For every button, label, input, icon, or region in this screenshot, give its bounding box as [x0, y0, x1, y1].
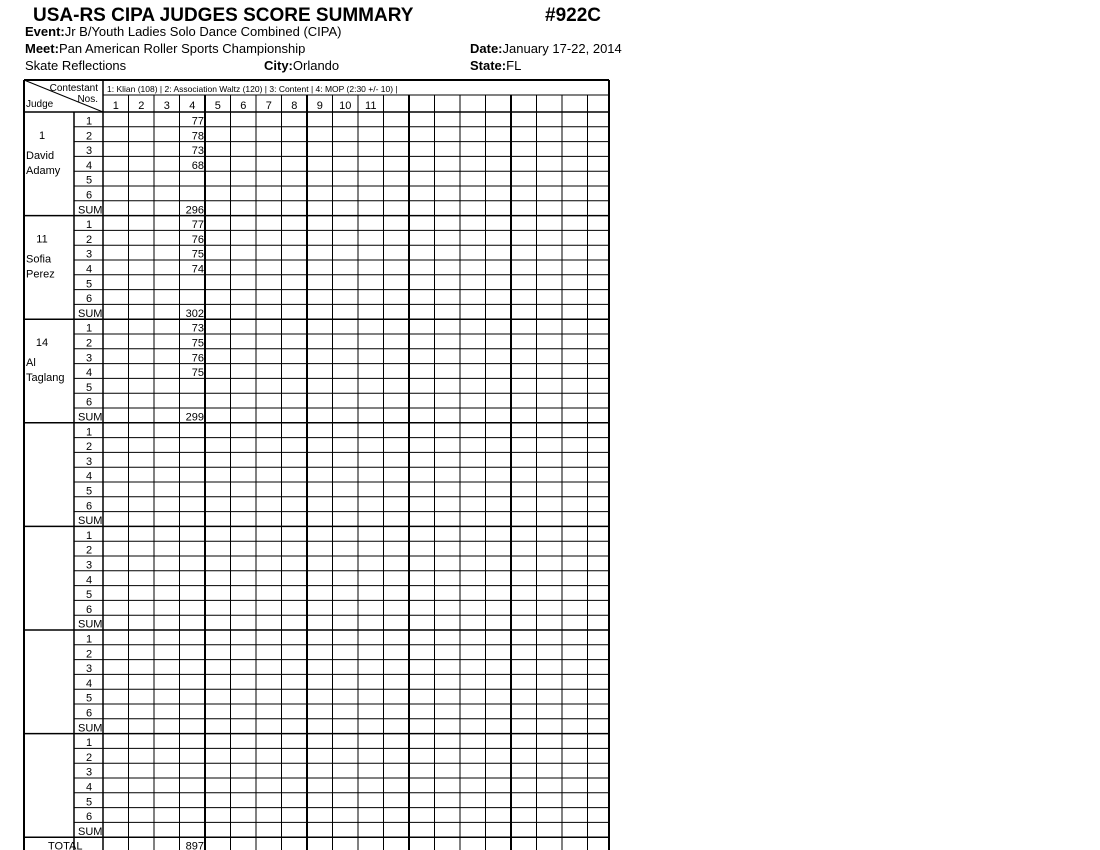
contestant-number-2: 2: [138, 100, 145, 112]
row-label-4: 4: [85, 781, 93, 794]
row-label-4: 4: [85, 574, 93, 587]
corner-contestant-label: Contestant: [49, 83, 98, 94]
score-cell: 75: [191, 337, 204, 350]
contestant-number-3: 3: [163, 100, 170, 112]
judge-last-name: Taglang: [26, 372, 65, 385]
row-label-4: 4: [85, 159, 93, 172]
sum-label: SUM: [78, 204, 103, 217]
event-label: Event:: [25, 24, 65, 39]
row-label-3: 3: [85, 766, 93, 779]
judge-number: 11: [36, 233, 48, 246]
row-label-6: 6: [85, 396, 93, 409]
row-label-6: 6: [85, 707, 93, 720]
sum-label: SUM: [78, 411, 103, 424]
sum-cell: 299: [185, 411, 204, 424]
row-label-1: 1: [85, 219, 93, 232]
event-value: Jr B/Youth Ladies Solo Dance Combined (CIPA): [64, 24, 342, 39]
row-label-4: 4: [85, 677, 93, 690]
judge-last-name: Perez: [26, 268, 55, 281]
sum-cell: 302: [185, 307, 204, 320]
row-label-2: 2: [85, 337, 93, 350]
contestant-number-10: 10: [339, 100, 352, 112]
contestant-number-8: 8: [291, 100, 298, 112]
sum-label: SUM: [78, 825, 103, 838]
city-label: City:: [264, 58, 293, 73]
date-value: January 17-22, 2014: [502, 41, 622, 56]
row-label-6: 6: [85, 189, 93, 202]
sum-label: SUM: [78, 618, 103, 631]
event-legend: 1: Klian (108) | 2: Association Waltz (120) | 3: Content | 4: MOP (2:30 +/- 10) |: [107, 84, 398, 94]
meet-label: Meet:: [25, 41, 59, 56]
score-cell: 73: [191, 145, 204, 158]
row-label-4: 4: [85, 367, 93, 380]
sum-cell: 296: [185, 204, 204, 217]
row-label-2: 2: [85, 648, 93, 661]
club-name: Skate Reflections: [25, 58, 127, 73]
contestant-number-11: 11: [365, 100, 377, 112]
judge-first-name: David: [26, 150, 55, 162]
row-label-5: 5: [85, 278, 93, 291]
row-label-2: 2: [85, 233, 93, 246]
meet-value: Pan American Roller Sports Championship: [58, 41, 306, 56]
row-label-4: 4: [85, 470, 93, 483]
judge-first-name: Sofia: [26, 253, 52, 266]
contestant-number-4: 4: [189, 100, 196, 112]
judge-number: 1: [38, 130, 46, 142]
total-label: TOTAL: [48, 840, 83, 850]
row-label-1: 1: [85, 737, 93, 750]
row-label-3: 3: [85, 145, 93, 158]
state-value: FL: [506, 58, 522, 73]
form-title: USA-RS CIPA JUDGES SCORE SUMMARY: [33, 5, 414, 26]
score-cell: 74: [191, 263, 204, 276]
score-cell: 73: [191, 322, 204, 335]
row-label-6: 6: [85, 811, 93, 824]
score-cell: 75: [191, 367, 204, 380]
row-label-2: 2: [85, 130, 93, 143]
row-label-1: 1: [85, 633, 93, 646]
score-cell: 76: [191, 352, 204, 365]
sum-label: SUM: [78, 307, 103, 320]
corner-nos-label: Nos.: [77, 94, 98, 105]
contestant-number-6: 6: [240, 100, 247, 112]
judge-number: 14: [35, 337, 49, 350]
row-label-5: 5: [85, 485, 93, 498]
row-label-2: 2: [85, 544, 93, 557]
row-label-3: 3: [85, 455, 93, 468]
score-cell: 78: [191, 130, 204, 143]
row-label-1: 1: [85, 115, 93, 128]
score-cell: 75: [191, 248, 204, 261]
row-label-3: 3: [85, 248, 93, 261]
city-value: Orlando: [292, 58, 340, 73]
score-cell: 76: [191, 233, 204, 246]
row-label-3: 3: [85, 559, 93, 572]
row-label-1: 1: [85, 322, 93, 335]
row-label-5: 5: [85, 381, 93, 394]
contestant-number-5: 5: [214, 100, 221, 112]
contestant-number-1: 1: [112, 100, 119, 112]
row-label-5: 5: [85, 589, 93, 602]
state-label: State:: [470, 58, 507, 73]
row-label-6: 6: [85, 500, 93, 513]
row-label-6: 6: [85, 603, 93, 616]
form-number: #922C: [545, 5, 601, 26]
judge-last-name: Adamy: [26, 165, 61, 177]
row-label-5: 5: [85, 796, 93, 809]
score-cell: 68: [191, 159, 204, 172]
row-label-3: 3: [85, 663, 93, 676]
corner-judge-label: Judge: [26, 99, 54, 110]
sum-label: SUM: [78, 722, 103, 735]
row-label-2: 2: [85, 751, 93, 764]
row-label-5: 5: [85, 692, 93, 705]
contestant-number-9: 9: [316, 100, 323, 112]
sum-label: SUM: [78, 515, 103, 528]
date-label: Date:: [470, 41, 503, 56]
row-label-4: 4: [85, 263, 93, 276]
row-label-1: 1: [85, 529, 93, 542]
row-label-3: 3: [85, 352, 93, 365]
row-label-6: 6: [85, 293, 93, 306]
row-label-1: 1: [85, 426, 93, 439]
judge-first-name: Al: [26, 357, 36, 370]
row-label-2: 2: [85, 441, 93, 454]
total-value: 897: [185, 840, 204, 850]
score-cell: 77: [191, 219, 204, 232]
score-cell: 77: [191, 115, 204, 128]
contestant-number-7: 7: [265, 100, 272, 112]
row-label-5: 5: [85, 174, 93, 187]
